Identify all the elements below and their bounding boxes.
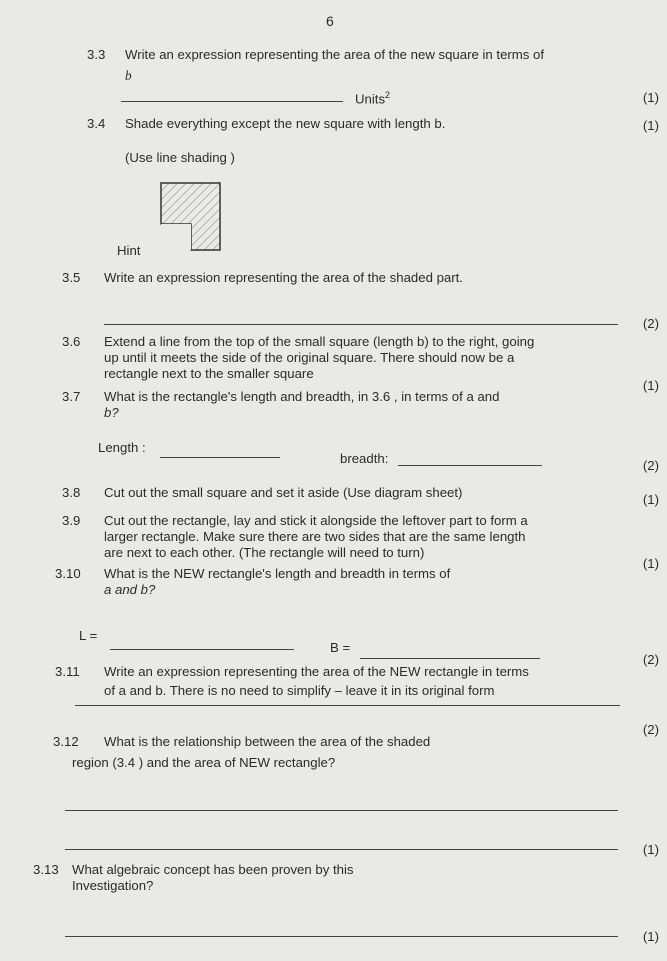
q37-length-line[interactable] bbox=[160, 457, 280, 458]
q37-line-1: What is the rectangle's length and breadth, in 3.6 , in terms of a and bbox=[104, 389, 500, 404]
q38-number: 3.8 bbox=[62, 485, 81, 500]
q35-mark: (2) bbox=[642, 316, 659, 331]
hint-label: Hint bbox=[117, 243, 141, 258]
q34-text: Shade everything except the new square with length b. bbox=[125, 116, 446, 131]
q34-mark: (1) bbox=[642, 118, 659, 133]
q33-answer-line[interactable] bbox=[121, 101, 343, 102]
q33-number: 3.3 bbox=[87, 47, 106, 62]
q312-answer-line-2[interactable] bbox=[65, 849, 618, 850]
q36-mark: (1) bbox=[642, 378, 659, 393]
q37-breadth-label: breadth: bbox=[340, 451, 389, 466]
q313-answer-line[interactable] bbox=[65, 936, 618, 937]
q35-text: Write an expression representing the area of the shaded part. bbox=[104, 270, 463, 285]
q36-number: 3.6 bbox=[62, 334, 81, 349]
q310-line-2: a and b? bbox=[104, 582, 156, 597]
q313-line-2: Investigation? bbox=[72, 878, 154, 893]
hint-diagram bbox=[155, 180, 225, 255]
q38-mark: (1) bbox=[642, 492, 659, 507]
q34-number: 3.4 bbox=[87, 116, 106, 131]
q33-text: Write an expression representing the area of the new square in terms of bbox=[125, 47, 545, 62]
q313-mark: (1) bbox=[642, 929, 659, 944]
q35-number: 3.5 bbox=[62, 270, 81, 285]
q311-line-1: Write an expression representing the area of the NEW rectangle in terms bbox=[104, 664, 529, 679]
q311-answer-line[interactable] bbox=[75, 705, 620, 706]
q310-line-1: What is the NEW rectangle's length and breadth in terms of bbox=[104, 566, 451, 581]
q37-line-2: b? bbox=[104, 405, 119, 420]
q312-line-1: What is the relationship between the area of the shaded bbox=[104, 734, 431, 749]
q35-answer-line[interactable] bbox=[104, 324, 618, 325]
q37-breadth-line[interactable] bbox=[398, 465, 542, 466]
q33-units-label: Units bbox=[355, 91, 386, 107]
q33-units bbox=[355, 87, 390, 107]
q36-line-3: rectangle next to the smaller square bbox=[104, 366, 314, 381]
q36-line-1: Extend a line from the top of the small square (length b) to the right, going bbox=[104, 334, 535, 349]
q39-line-1: Cut out the rectangle, lay and stick it alongside the leftover part to form a bbox=[104, 513, 528, 528]
q310-mark: (2) bbox=[642, 652, 659, 667]
q310-b-label: B = bbox=[330, 640, 351, 655]
q37-length-label: Length : bbox=[98, 440, 146, 455]
q39-mark: (1) bbox=[642, 556, 659, 571]
q37-number: 3.7 bbox=[62, 389, 81, 404]
q33-units-exponent: 2 bbox=[385, 90, 391, 100]
q310-number: 3.10 bbox=[55, 566, 81, 581]
q310-b-line[interactable] bbox=[360, 658, 540, 659]
q313-number: 3.13 bbox=[33, 862, 59, 877]
q310-l-label: L = bbox=[79, 628, 98, 643]
q310-l-line[interactable] bbox=[110, 649, 294, 650]
q312-line-2: region (3.4 ) and the area of NEW rectangle? bbox=[72, 755, 336, 770]
q313-line-1: What algebraic concept has been proven by this bbox=[72, 862, 354, 877]
q39-number: 3.9 bbox=[62, 513, 81, 528]
q39-line-3: are next to each other. (The rectangle will need to turn) bbox=[104, 545, 425, 560]
q312-mark: (1) bbox=[642, 842, 659, 857]
q311-line-2: of a and b. There is no need to simplify – leave it in its original form bbox=[104, 683, 495, 698]
q33-mark: (1) bbox=[642, 90, 659, 105]
q36-line-2: up until it meets the side of the original square. There should now be a bbox=[104, 350, 515, 365]
q311-number: 3.11 bbox=[55, 664, 80, 679]
q38-text: Cut out the small square and set it aside (Use diagram sheet) bbox=[104, 485, 463, 500]
q33-variable: b bbox=[125, 68, 132, 83]
q312-answer-line-1[interactable] bbox=[65, 810, 618, 811]
page-number: 6 bbox=[326, 13, 334, 29]
q34-note: (Use line shading ) bbox=[125, 150, 235, 165]
q37-mark: (2) bbox=[642, 458, 659, 473]
hint-small-square bbox=[161, 224, 191, 250]
q39-line-2: larger rectangle. Make sure there are two sides that are the same length bbox=[104, 529, 526, 544]
q312-number: 3.12 bbox=[53, 734, 79, 749]
q311-mark: (2) bbox=[642, 722, 659, 737]
